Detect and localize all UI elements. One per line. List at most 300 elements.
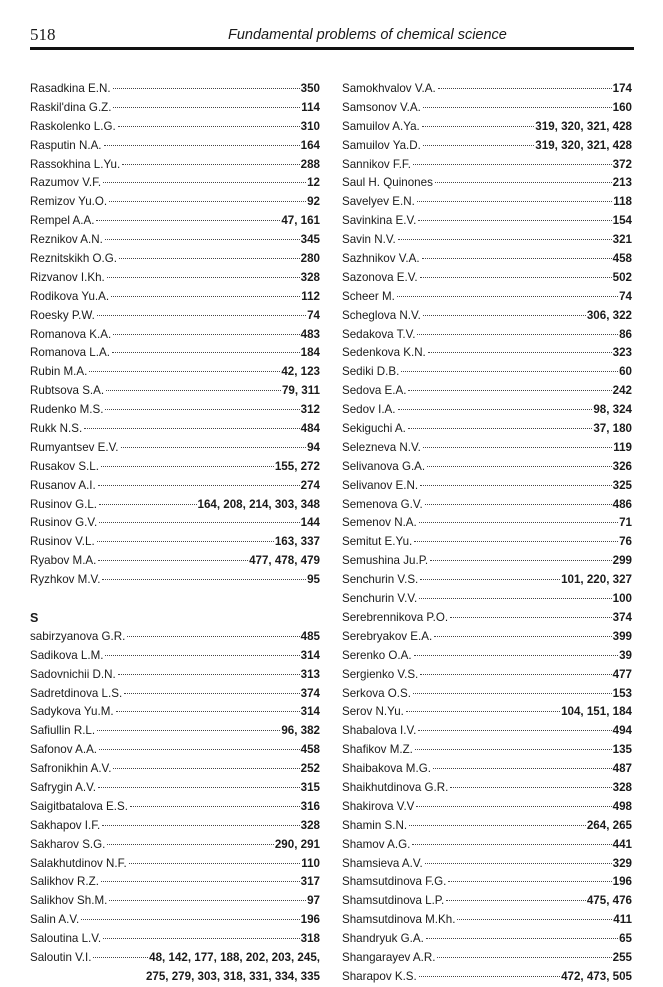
entry-name: Shamin S.N. [342,818,408,832]
entry-pages: 494 [612,724,632,738]
index-entry [342,193,632,212]
index-entry [342,326,632,345]
index-entry [342,363,632,382]
index-entry [342,590,632,609]
index-entry [30,344,320,363]
entry-pages: 42, 123 [281,365,320,379]
entry-pages: 164, 208, 214, 303, 348 [197,497,320,511]
entry-name: Salikhov Sh.M. [30,894,108,908]
entry-name: sabirzyanova G.R. [30,629,126,643]
index-entry [30,439,320,458]
index-entry [342,722,632,741]
dot-leader [418,220,611,221]
entry-pages: 315 [300,780,320,794]
index-entry [30,647,320,666]
entry-name: Semushina Ju.P. [342,554,429,568]
entry-name: Remizov Yu.O. [30,195,108,209]
dot-leader [425,863,612,864]
entry-name: Senchurin V.V. [342,592,418,606]
dot-leader [409,825,586,826]
entry-name: Selivanov E.N. [342,478,419,492]
section-letter: S [30,610,39,625]
entries-r [30,80,320,590]
index-entry [342,571,632,590]
dot-leader [437,957,611,958]
entry-pages: 114 [301,100,320,114]
entry-pages: 155, 272 [274,459,320,473]
entry-name: Sadovnichii D.N. [30,667,116,681]
entry-pages: 196 [300,913,320,927]
entry-name: Sazonova E.V. [342,270,418,284]
entry-name: Razumov V.F. [30,176,102,190]
index-entry [342,798,632,817]
dot-leader [419,976,560,977]
index-entry [30,817,320,836]
entry-pages: 95 [307,573,320,587]
index-entry [342,892,632,911]
dot-leader [116,711,300,712]
index-entry [30,212,320,231]
entry-pages: 372 [612,157,632,171]
dot-leader [124,693,299,694]
dot-leader [430,560,612,561]
entry-name: Sakharov S.G. [30,837,106,851]
index-entry [342,401,632,420]
dot-leader [420,277,612,278]
entry-name: Shamsieva A.V. [342,856,423,870]
index-entry [30,156,320,175]
entry-pages: 86 [619,327,632,341]
dot-leader [419,598,611,599]
entry-name: Rumyantsev E.V. [30,440,119,454]
entry-pages: 74 [619,289,632,303]
dot-leader [408,390,611,391]
entry-pages: 288 [300,157,320,171]
entry-pages: 326 [612,459,632,473]
entry-name: Samokhvalov V.A. [342,82,436,95]
entry-name: Serkova O.S. [342,686,411,700]
entry-pages: 96, 382 [281,724,320,738]
entry-pages: 487 [612,762,632,776]
dot-leader [103,182,306,183]
dot-leader [420,579,560,580]
entry-pages: 94 [307,440,320,454]
entry-name: Sergienko V.S. [342,667,419,681]
dot-leader [109,201,306,202]
index-entry [342,968,632,987]
entry-pages: 486 [612,497,632,511]
index-entry [30,401,320,420]
index-column-left [30,80,320,987]
index-entry [30,892,320,911]
index-entry [30,911,320,930]
index-entry [342,760,632,779]
index-entry [30,514,320,533]
entry-pages: 174 [612,82,632,95]
entry-pages: 502 [612,270,632,284]
entry-name: Shamsutdinova M.Kh. [342,913,456,927]
entry-name: Samuilov A.Ya. [342,119,420,133]
dot-leader [109,900,306,901]
index-entry [342,344,632,363]
entry-name: Shandryuk G.A. [342,932,424,946]
dot-leader [427,466,612,467]
index-entry [30,571,320,590]
dot-leader [130,806,300,807]
entry-pages: 163, 337 [274,535,320,549]
entry-pages: 37, 180 [593,422,632,436]
dot-leader [96,220,280,221]
entry-pages: 319, 320, 321, 428 [535,138,632,152]
entry-name: Shabalova I.V. [342,724,417,738]
entry-pages: 318 [300,932,320,946]
index-entry [342,949,632,968]
index-entry [342,533,632,552]
index-entry [342,382,632,401]
index-entry [30,288,320,307]
entry-name: Sedenkova K.N. [342,346,426,360]
entry-name: Semenov N.A. [342,516,417,530]
entry-name: Rusinov V.L. [30,535,95,549]
dot-leader [89,371,280,372]
index-entry [30,496,320,515]
index-entry [30,760,320,779]
entry-name: Saloutina L.V. [30,932,102,946]
entry-pages: 118 [613,195,632,209]
dot-leader [107,844,273,845]
dot-leader [119,258,300,259]
dot-leader [420,485,612,486]
entry-name: Rasadkina E.N. [30,82,111,95]
index-entry [30,477,320,496]
index-entry [342,779,632,798]
entry-pages: 321 [612,233,632,247]
index-entry [30,779,320,798]
dot-leader [118,126,300,127]
dot-leader [419,522,618,523]
index-entry [30,231,320,250]
entry-pages: 313 [300,667,320,681]
index-entry [342,609,632,628]
entry-pages: 458 [612,252,632,266]
entry-pages: 112 [301,289,320,303]
entry-name: Rubtsova S.A. [30,384,105,398]
dot-leader [129,863,301,864]
index-entry [30,552,320,571]
entry-pages: 325 [612,478,632,492]
entry-name: Rukk N.S. [30,422,83,436]
entry-pages: 119 [613,440,632,454]
dot-leader [104,145,300,146]
entry-pages: 306, 322 [586,308,632,322]
dot-leader [425,504,612,505]
dot-leader [113,88,300,89]
entry-pages: 39 [619,648,632,662]
entry-continuation: 275, 279, 303, 318, 331, 334, 335 [145,969,320,983]
index-entry [342,855,632,874]
entry-name: Savelyev E.N. [342,195,415,209]
entry-pages: 374 [300,686,320,700]
entry-name: Romanova K.A. [30,327,112,341]
index-entry [30,80,320,99]
entry-pages: 345 [300,233,320,247]
dot-leader [105,655,299,656]
entry-pages: 97 [307,894,320,908]
entry-pages: 316 [300,799,320,813]
dot-leader [423,447,612,448]
entry-name: Rudenko M.S. [30,403,104,417]
entry-pages: 100 [612,592,632,606]
index-entry [30,666,320,685]
entry-pages: 153 [612,686,632,700]
dot-leader [101,881,300,882]
entry-name: Salakhutdinov N.F. [30,856,127,870]
entry-name: Sediki D.B. [342,365,400,379]
entry-name: Rusakov S.L. [30,459,99,473]
dot-leader [422,258,612,259]
entry-pages: 196 [612,875,632,889]
entry-pages: 255 [612,950,632,964]
index-entry [30,250,320,269]
index-entry [342,911,632,930]
entries-right [342,80,632,987]
dot-leader [414,655,618,656]
index-column-right [342,80,632,987]
entry-name: Semenova G.V. [342,497,423,511]
entry-pages: 310 [300,119,320,133]
entry-name: Sharapov K.S. [342,969,417,983]
dot-leader [428,352,612,353]
entry-pages: 60 [619,365,632,379]
entry-pages: 299 [612,554,632,568]
dot-leader [450,617,612,618]
entry-name: Salikhov R.Z. [30,875,99,889]
entry-pages: 323 [612,346,632,360]
entry-pages: 328 [612,780,632,794]
index-entry [342,496,632,515]
index-entry [30,798,320,817]
index-entry [342,703,632,722]
entry-pages: 484 [300,422,320,436]
entry-name: Saloutin V.I. [30,950,92,964]
entry-name: Romanova L.A. [30,346,110,360]
entry-pages: 242 [612,384,632,398]
entries-s [30,628,320,968]
dot-leader [99,522,299,523]
dot-leader [105,409,299,410]
entry-pages: 76 [619,535,632,549]
entry-pages: 274 [300,478,320,492]
dot-leader [418,730,611,731]
entry-pages: 485 [300,629,320,643]
entry-name: Reznitskikh O.G. [30,252,117,266]
index-entry [30,628,320,647]
dot-leader [102,825,299,826]
dot-leader [99,504,196,505]
index-entry [342,307,632,326]
entry-name: Sedova E.A. [342,384,407,398]
entry-name: Reznikov A.N. [30,233,103,247]
entry-name: Semitut E.Yu. [342,535,413,549]
dot-leader [416,806,611,807]
entry-name: Sekiguchi A. [342,422,406,436]
entry-pages: 213 [612,176,632,190]
index-entry [342,741,632,760]
index-entry [30,326,320,345]
entry-name: Serenko O.A. [342,648,412,662]
index-entry [342,439,632,458]
entry-pages: 144 [300,516,320,530]
entry-pages: 483 [300,327,320,341]
dot-leader [98,787,300,788]
dot-leader [98,560,248,561]
entry-pages: 328 [300,270,320,284]
dot-leader [415,749,612,750]
dot-leader [435,182,612,183]
entry-name: Roesky P.W. [30,308,95,322]
index-entry [30,382,320,401]
dot-leader [401,371,618,372]
entry-name: Sadykova Yu.M. [30,705,114,719]
entry-name: Safonov A.A. [30,743,98,757]
entry-pages: 314 [300,648,320,662]
entry-name: Sannikov F.F. [342,157,411,171]
entry-pages: 79, 311 [281,384,320,398]
index-entry [342,666,632,685]
entry-name: Raskil'dina G.Z. [30,100,112,114]
index-entry [342,288,632,307]
entry-name: Rizvanov I.Kh. [30,270,105,284]
entry-name: Rodikova Yu.A. [30,289,110,303]
dot-leader [106,390,281,391]
index-entry [30,703,320,722]
running-header [30,24,634,50]
index-entry [30,458,320,477]
index-entry [342,118,632,137]
dot-leader [408,428,593,429]
dot-leader [413,693,612,694]
index-entry [342,420,632,439]
dot-leader [434,636,611,637]
entry-name: Shamov A.G. [342,837,411,851]
index-entry [342,80,632,99]
dot-leader [107,277,300,278]
entry-pages: 328 [300,818,320,832]
index-entry [30,741,320,760]
index-entry [342,231,632,250]
index-entry [30,930,320,949]
index-entry [30,363,320,382]
entry-pages: 110 [301,856,320,870]
dot-leader [448,881,611,882]
entry-pages: 264, 265 [586,818,632,832]
index-entry [30,949,320,968]
dot-leader [93,957,148,958]
index-entry [30,420,320,439]
dot-leader [414,541,618,542]
entry-name: Rusinov G.L. [30,497,98,511]
entry-pages: 101, 220, 327 [561,573,632,587]
index-entry [30,685,320,704]
dot-leader [406,711,560,712]
index-entry [342,156,632,175]
dot-leader [412,844,611,845]
index-entry [30,873,320,892]
index-entry [342,137,632,156]
dot-leader [398,239,612,240]
entry-name: Shangarayev A.R. [342,950,436,964]
index-entry [30,855,320,874]
dot-leader [101,466,274,467]
entry-pages: 458 [300,743,320,757]
index-entry [342,817,632,836]
entry-name: Ryabov M.A. [30,554,97,568]
entry-pages: 252 [300,762,320,776]
dot-leader [417,201,612,202]
entry-pages: 65 [619,932,632,946]
entry-name: Safrygin A.V. [30,780,96,794]
entry-name: Samsonov V.A. [342,100,421,114]
dot-leader [422,126,535,127]
entry-name: Rassokhina L.Yu. [30,157,121,171]
dot-leader [113,768,299,769]
dot-leader [105,239,300,240]
entry-pages: 374 [612,610,632,624]
entry-pages: 135 [612,743,632,757]
entry-pages: 71 [619,516,632,530]
entry-name: Sakhapov I.F. [30,818,101,832]
index-entry [342,930,632,949]
dot-leader [97,730,280,731]
index-entry [342,250,632,269]
dot-leader [438,88,612,89]
entry-name: Selezneva N.V. [342,440,421,454]
entry-pages: 329 [612,856,632,870]
dot-leader [98,485,300,486]
entry-pages: 98, 324 [593,403,632,417]
dot-leader [397,296,618,297]
entry-name: Shamsutdinova F.G. [342,875,447,889]
index-entry [342,99,632,118]
dot-leader [426,938,618,939]
index-entry [342,628,632,647]
entry-pages: 350 [300,82,320,95]
index-entry [30,722,320,741]
entry-name: Rubin M.A. [30,365,88,379]
dot-leader [97,541,274,542]
entry-pages: 164 [300,138,320,152]
index-entry [30,193,320,212]
entry-pages: 92 [307,195,320,209]
entry-pages: 477 [612,667,632,681]
dot-leader [127,636,299,637]
index-entry [30,118,320,137]
entry-pages: 12 [307,176,320,190]
entry-name: Samuilov Ya.D. [342,138,421,152]
entry-name: Sedakova T.V. [342,327,416,341]
entry-pages: 319, 320, 321, 428 [535,119,632,133]
entry-name: Sadretdinova L.S. [30,686,123,700]
index-entry [342,873,632,892]
entry-name: Saigitbatalova E.S. [30,799,128,813]
dot-leader [423,107,612,108]
entry-name: Sedov I.A. [342,403,396,417]
entry-pages: 411 [613,913,632,927]
dot-leader [423,315,586,316]
dot-leader [102,579,306,580]
entry-name: Sazhnikov V.A. [342,252,420,266]
entry-pages: 290, 291 [274,837,320,851]
